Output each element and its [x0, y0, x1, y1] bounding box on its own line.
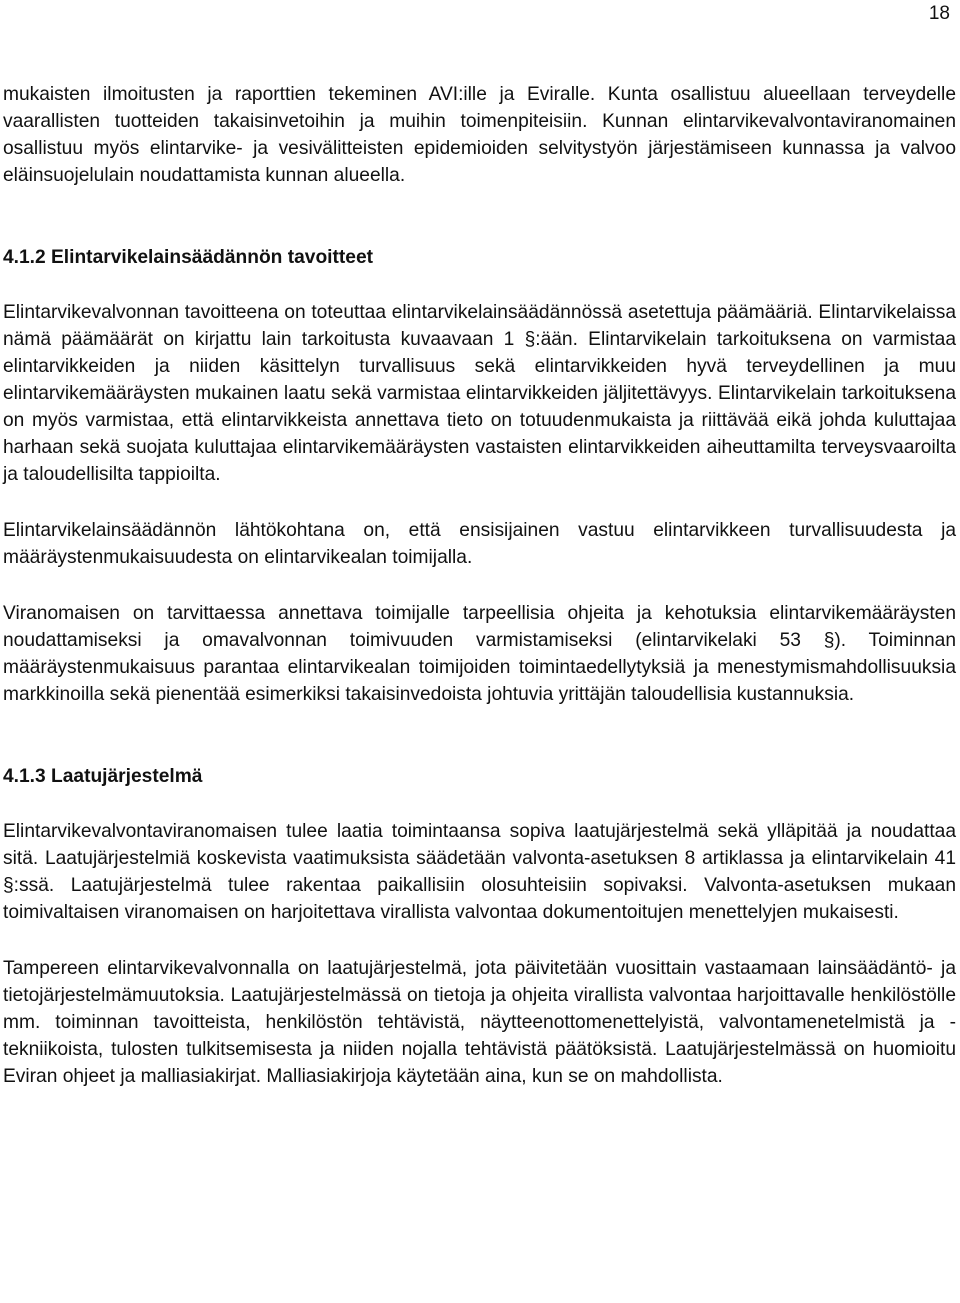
document-body: [3, 81, 956, 1090]
paragraph-laatu-1: Elintarvikevalvontaviranomaisen tulee laatia toimintaansa sopiva laatujärjestelmä sekä ylläpitää ja noudattaa sitä. Laatujärjestelmiä koskevista vaatimuksista säädetään valvonta-asetuksen 8 artiklassa ja elintarvikelain 41 §:ssä. Laatujärjestelmä tulee rakentaa paikallisiin olosuhteisiin sopivaksi. Valvonta-asetuksen mukaan toimivaltaisen viranomaisen on harjoitettava virallista valvontaa dokumentoitujen menettelyjen mukaisesti.: [3, 821, 956, 923]
paragraph-intro: mukaisten ilmoitusten ja raporttien tekeminen AVI:ille ja Eviralle. Kunta osallistuu alueellaan terveydelle vaarallisten tuotteiden takaisinvetoihin ja muihin toimenpiteisiin. Kunnan elintarvikevalvontaviranomainen osallistuu myös elintarvike- ja vesivälitteisten epidemioiden selvitystyön järjestämiseen kunnassa ja valvoo eläinsuojelulain noudattamista kunnan alueella.: [3, 84, 956, 186]
paragraph-laatu-2: Tampereen elintarvikevalvonnalla on laatujärjestelmä, jota päivitetään vuosittain vastaamaan lainsäädäntö- ja tietojärjestelmämuutoksia. Laatujärjestelmässä on tietoja ja ohjeita virallista valvontaa harjoittavalle henkilöstölle mm. toiminnan tavoitteista, henkilöstön tehtävistä, näytteenottomenettelyistä, valvontamenetelmistä ja -tekniikoista, tulosten tulkitsemisesta ja niiden nojalla tehtävistä päätöksistä. Laatujärjestelmässä on huomioitu Eviran ohjeet ja malliasiakirjat. Malliasiakirjoja käytetään aina, kun se on mahdollista.: [3, 958, 956, 1087]
page-number: 18: [928, 3, 950, 24]
paragraph-tavoitteet-1: Elintarvikevalvonnan tavoitteena on toteuttaa elintarvikelainsäädännössä asetettuja päämääriä. Elintarvikelaissa nämä päämäärät on kirjattu lain tarkoitusta kuvaavaan 1 §:ään. Elintarvikelain tarkoituksena on varmistaa elintarvikkeiden ja niiden käsittelyn turvallisuus sekä elintarvikkeiden hyvä terveydellinen ja muu elintarvikemääräysten mukainen laatu sekä varmistaa elintarvikkeiden jäljitettävyys. Elintarvikelain tarkoituksena on myös varmistaa, että elintarvikkeista annettava tieto on totuudenmukaista ja riittävää eikä johda kuluttajaa harhaan sekä suojata kuluttajaa elintarvikemääräysten vastaisten elintarvikkeiden aiheuttamilta terveysvaaroilta ja taloudellisilta tappioilta.: [3, 302, 956, 485]
heading-4-1-3: 4.1.3 Laatujärjestelmä: [3, 766, 203, 787]
heading-4-1-2: 4.1.2 Elintarvikelainsäädännön tavoitteet: [3, 247, 374, 268]
paragraph-tavoitteet-2: Elintarvikelainsäädännön lähtökohtana on, että ensisijainen vastuu elintarvikkeen turvallisuudesta ja määräystenmukaisuudesta on elintarvikealan toimijalla.: [3, 520, 956, 568]
paragraph-tavoitteet-3: Viranomaisen on tarvittaessa annettava toimijalle tarpeellisia ohjeita ja kehotuksia elintarvikemääräysten noudattamiseksi ja omavalvonnan toimivuuden varmistamiseksi (elintarvikelaki 53 §). Toiminnan määräystenmukaisuus parantaa elintarvikealan toimijoiden toimintaedellytyksiä ja menestymismahdollisuuksia markkinoilla sekä pienentää esimerkiksi takaisinvedoista johtuvia yrittäjän taloudellisia kustannuksia.: [3, 603, 956, 705]
